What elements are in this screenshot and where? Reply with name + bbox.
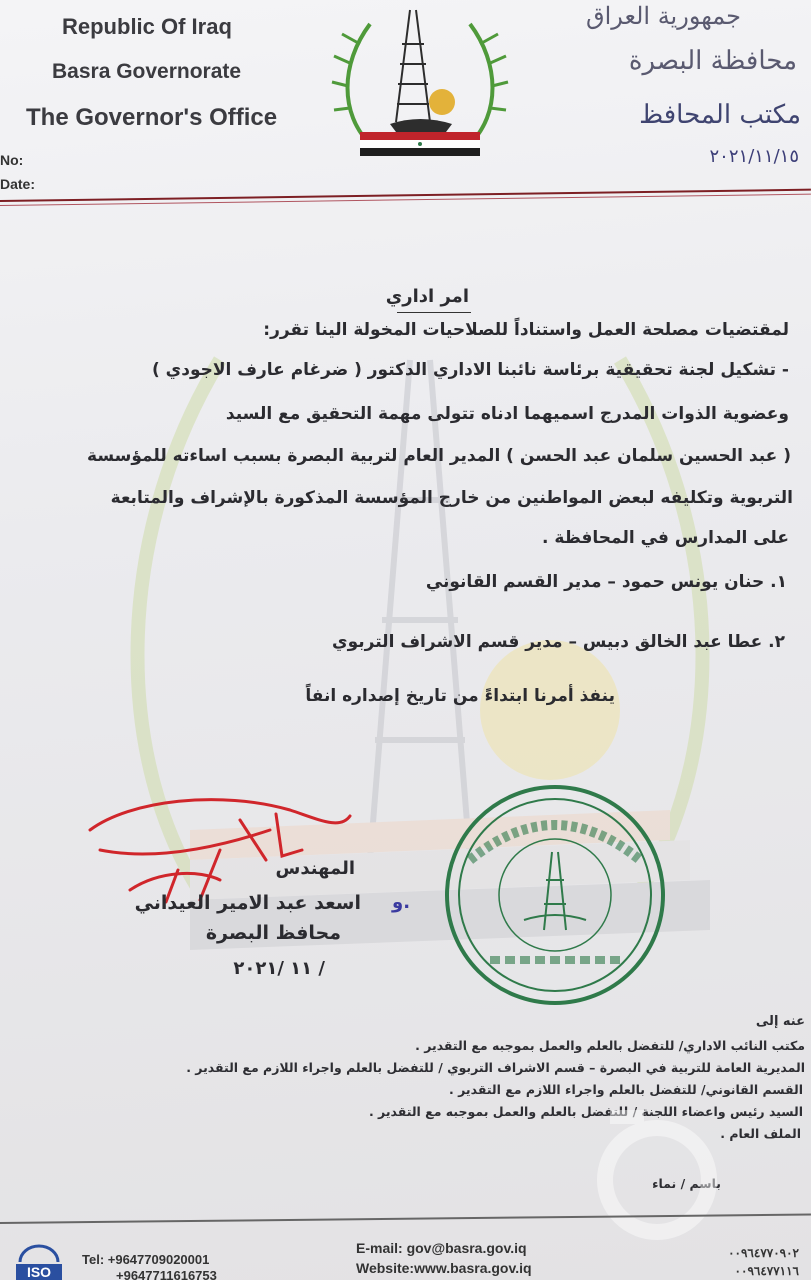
title-underline — [397, 312, 471, 313]
header-handwritten-ref: ٢٠٢١/١١/١٥ — [709, 146, 799, 167]
header-date-label: Date: — [0, 176, 36, 192]
cc-item: المديرية العامة للتربية في البصرة – قسم الاشراف التربوي / للتفضل بالعلم واجراء اللازم مع التقدير . — [186, 1060, 805, 1075]
order-line-3: وعضوية الذوات المدرج اسميهما ادناه تتولى مهمة التحقيق مع السيد — [225, 404, 789, 424]
header-country: Republic Of Iraq — [62, 14, 232, 39]
corner-watermark-logo — [582, 1100, 732, 1250]
iso-logo — [16, 1244, 62, 1280]
iso-label: ISO — [26, 1264, 52, 1280]
footer-number-2: ٠٠٩٦٤٧٧١١٦ — [734, 1264, 799, 1278]
cc-item: القسم القانوني/ للتفضل بالعلم واجراء اللازم مع التقدير . — [449, 1082, 803, 1097]
signature-initial: و. — [392, 892, 411, 913]
basra-emblem-logo — [330, 4, 510, 174]
cc-item: مكتب النائب الاداري/ للتفضل بالعلم والعمل بموجبه مع التقدير . — [415, 1038, 805, 1053]
signatory-position: محافظ البصرة — [205, 922, 341, 944]
signature-date: / ١١ /٢٠٢١ — [233, 958, 325, 979]
signatory-title: المهندس — [275, 858, 355, 879]
order-line-5: التربوية وتكليفه لبعض المواطنين من خارج المؤسسة المذكورة بالإشراف والمتابعة — [110, 488, 793, 508]
handwritten-signature — [70, 790, 370, 980]
header-no-label: No: — [0, 152, 24, 168]
order-line-6: على المدارس في المحافظة . — [542, 528, 789, 548]
signatory-name: اسعد عبد الامير العيداني — [134, 892, 361, 914]
footer-phone-2: +9647711616753 — [116, 1268, 217, 1280]
office-seal-stamp — [440, 780, 670, 1010]
header-ar-country: جمهورية العراق — [585, 2, 741, 30]
order-line-4: ( عبد الحسين سلمان عبد الحسن ) المدير العام لتربية البصرة بسبب اساءته للمؤسسة — [87, 446, 791, 466]
header-office: The Governor's Office — [26, 104, 278, 131]
footer-phone-1: Tel: +9647709020001 — [82, 1252, 210, 1267]
footer-website: Website:www.basra.gov.iq — [356, 1260, 532, 1276]
committee-member-2: ٢. عطا عبد الخالق دبيس – مدير قسم الاشراف التربوي — [332, 632, 785, 652]
order-line-1: لمقتضيات مصلحة العمل واستناداً للصلاحيات المخولة الينا تقرر: — [263, 320, 789, 340]
order-line-2: - تشكيل لجنة تحقيقية برئاسة نائبنا الاداري الدكتور ( ضرغام عارف الاجودي ) — [151, 360, 789, 380]
footer-number-1: ٠٠٩٦٤٧٧٠٩٠٢ — [728, 1246, 799, 1260]
header-ar-office: مكتب المحافظ — [639, 100, 801, 130]
footer-email: E-mail: gov@basra.gov.iq — [356, 1240, 527, 1256]
header-governorate: Basra Governorate — [52, 60, 242, 83]
cc-item: السيد رئيس واعضاء اللجنة / للتفضل بالعلم والعمل بموجبه مع التقدير . — [368, 1104, 803, 1119]
cc-item: الملف العام . — [720, 1126, 801, 1141]
header-ar-governorate: محافظة البصرة — [628, 46, 797, 76]
typist-initials: باسم / نماء — [652, 1176, 721, 1191]
committee-member-1: ١. حنان يونس حمود – مدير القسم القانوني — [425, 572, 787, 592]
document-title: امر اداري — [385, 286, 469, 307]
order-closing: ينفذ أمرنا ابتداءً من تاريخ إصداره انفاً — [305, 686, 615, 706]
cc-heading: عنه إلى — [755, 1014, 805, 1029]
